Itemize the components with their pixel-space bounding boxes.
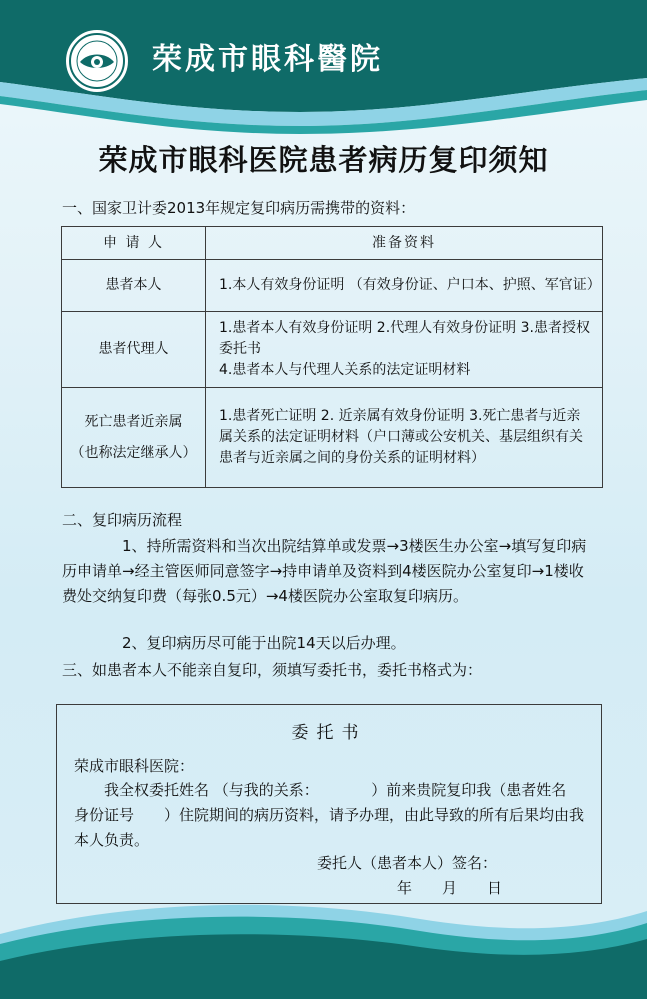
letter-date-line: 年 月 日 — [397, 879, 503, 897]
applicant-cell — [62, 388, 206, 488]
header-documents: 准备资料 — [206, 227, 603, 260]
applicant-name: 患者本人 — [105, 277, 162, 293]
documents-cell: 1.本人有效身份证明 （有效身份证、户口本、护照、军官证） — [206, 260, 603, 312]
letter-body: 我全权委托姓名 （与我的关系： ）前来贵院复印我（患者姓名 身份证号 ）住院期间的病历资料，请予办理，由此导致的所有后果均由我本人负责。 — [74, 781, 597, 849]
header-applicant: 申 请 人 — [62, 227, 206, 260]
letter-title: 委托书 — [291, 723, 367, 743]
documents-cell — [206, 312, 603, 388]
applicant-name: 患者代理人 — [98, 341, 169, 357]
footer-band — [0, 889, 647, 999]
section2-heading: 二、复印病历流程 — [62, 511, 183, 529]
eye-seal-logo — [66, 30, 128, 92]
applicant-note: （也称法定继承人） — [70, 444, 197, 461]
page-title: 荣成市眼科医院患者病历复印须知 — [98, 143, 549, 177]
eye-icon — [68, 32, 126, 90]
table-header-row — [62, 227, 603, 260]
table-row — [62, 388, 603, 488]
letter-signature-line: 委托人（患者本人）签名： — [317, 854, 498, 872]
process-step-1: 1、持所需资料和当次出院结算单或发票→3楼医生办公室→填写复印病历申请单→经主管医师同意签字→持申请单及资料到4楼医院办公室复印→1楼收费处交纳复印费（每张0.5元）→4楼医院办公室取复印病历。 — [62, 537, 587, 605]
letter-salutation: 荣成市眼科医院： — [74, 757, 195, 775]
applicant-name: 死亡患者近亲属 — [84, 413, 183, 430]
documents-line: 1.患者本人有效身份证明 2.代理人有效身份证明 3.患者授权委托书 — [219, 320, 590, 357]
documents-cell: 1.患者死亡证明 2. 近亲属有效身份证明 3.死亡患者与近亲属关系的法定证明材料（户口薄或公安机关、基层组织有关患者与近亲属之间的身份关系的证明材料） — [206, 388, 603, 488]
documents-line: 4.患者本人与代理人关系的法定证明材料 — [219, 362, 471, 378]
authorization-letter — [56, 704, 602, 904]
section3-heading: 三、如患者本人不能亲自复印，须填写委托书，委托书格式为： — [62, 661, 483, 679]
process-step-2: 2、复印病历尽可能于出院14天以后办理。 — [122, 634, 406, 652]
section1-heading: 一、国家卫计委2013年规定复印病历需携带的资料： — [62, 199, 416, 217]
table-row — [62, 312, 603, 388]
applicant-cell — [62, 312, 206, 388]
table-row — [62, 260, 603, 312]
materials-table — [61, 226, 603, 488]
hospital-name: 荣成市眼科醫院 — [152, 42, 383, 77]
applicant-cell — [62, 260, 206, 312]
